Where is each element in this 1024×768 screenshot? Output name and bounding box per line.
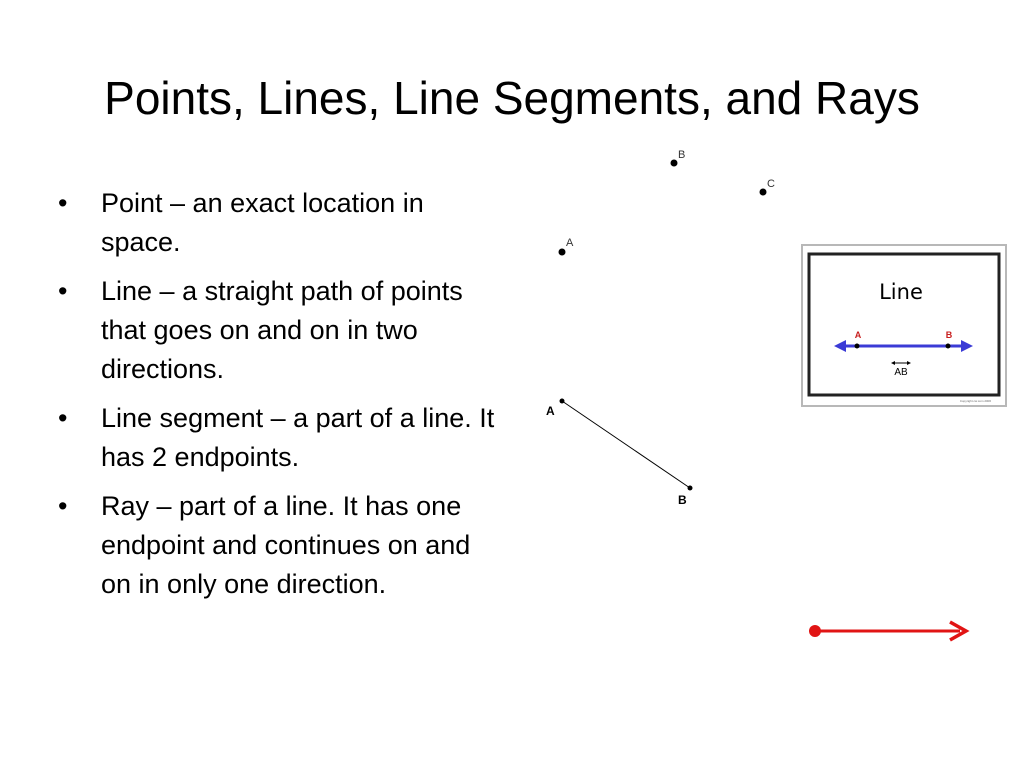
slide-title: Points, Lines, Line Segments, and Rays <box>104 72 920 124</box>
point-b-dot <box>671 160 678 167</box>
point-a-label: A <box>566 237 574 249</box>
point-c-dot <box>760 189 767 196</box>
segment-point-a-dot <box>560 399 565 404</box>
point-c-label: C <box>767 178 775 190</box>
point-b-label: B <box>678 149 686 161</box>
line-card-copyright: Copyright cw.com 2006 <box>959 399 991 403</box>
segment-label-b: B <box>678 493 687 507</box>
line-card-point-a-label: A <box>854 330 862 340</box>
bullet-point-definition: • Point – an exact location in space. <box>58 184 498 262</box>
line-card-notation: AB <box>894 367 908 378</box>
segment-point-b-dot <box>688 486 693 491</box>
bullet-ray-definition: • Ray – part of a line. It has one endpoint and continues on and on in only one direction. <box>58 487 498 604</box>
point-a-dot <box>559 249 566 256</box>
line-card-title: Line <box>879 280 923 304</box>
bullet-line-definition: • Line – a straight path of points that goes on and on in two directions. <box>58 272 498 389</box>
line-card-point-a-dot <box>855 344 860 349</box>
points-figure <box>540 140 800 270</box>
segment-line <box>562 401 690 488</box>
line-card <box>801 244 1007 407</box>
segment-label-a: A <box>546 404 555 418</box>
bullet-line-segment-definition: • Line segment – a part of a line. It has 2 endpoints. <box>58 399 498 477</box>
line-card-point-b-dot <box>946 344 951 349</box>
ray-figure <box>800 615 975 647</box>
line-card-point-b-label: B <box>945 330 953 340</box>
line-segment-figure <box>535 390 715 515</box>
bullet-list <box>58 184 498 614</box>
